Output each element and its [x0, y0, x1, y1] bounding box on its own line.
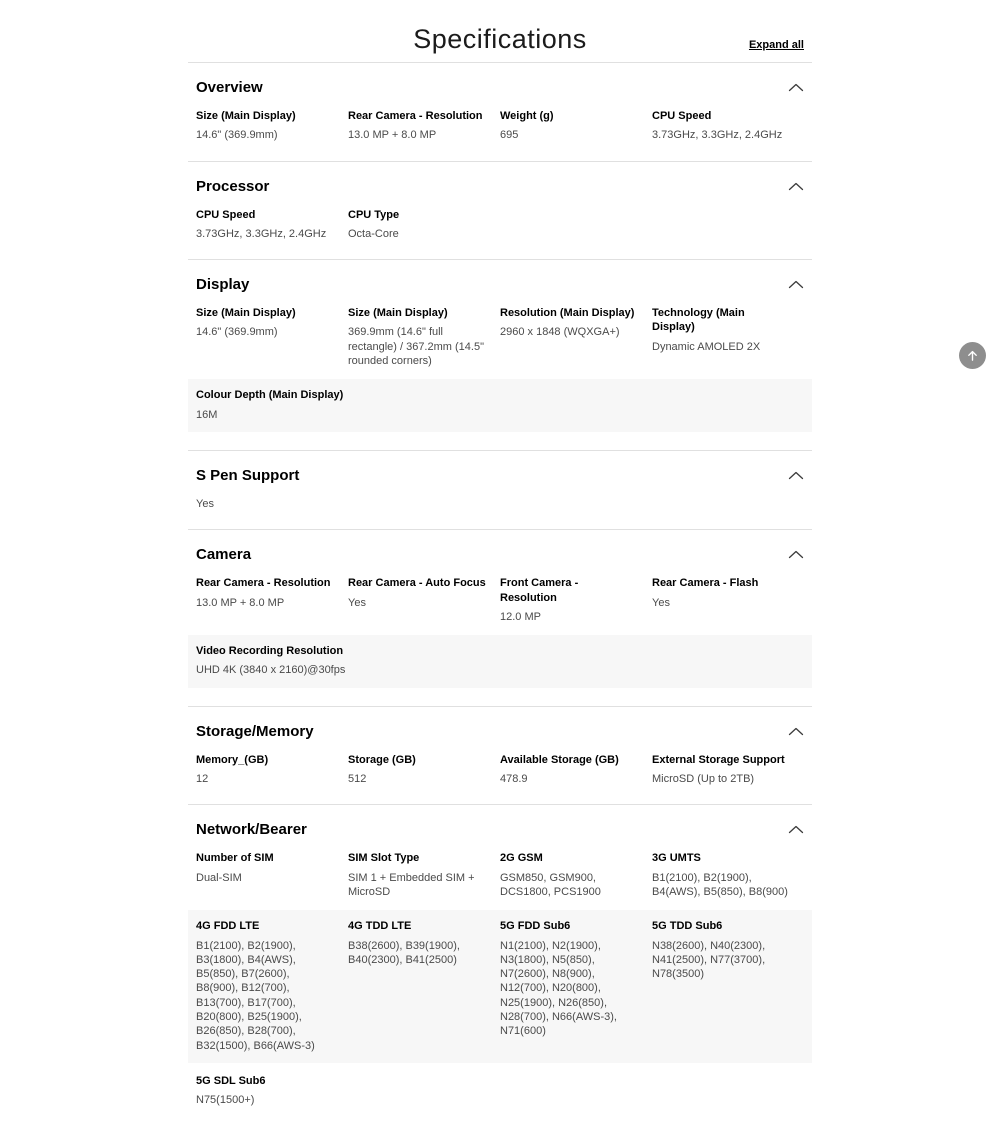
section-title: Network/Bearer — [196, 821, 307, 839]
spec-value: 369.9mm (14.6" full rectangle) / 367.2mm (14.5" rounded corners) — [348, 326, 484, 368]
spec-cell — [196, 644, 804, 678]
section-header[interactable] — [188, 178, 812, 195]
spec-label: Front Camera - Resolution — [500, 577, 579, 604]
section-rows — [188, 208, 812, 242]
chevron-up-icon[interactable] — [788, 727, 804, 736]
section-rows — [188, 851, 812, 1107]
spec-label: Size (Main Display) — [348, 307, 448, 320]
spec-label: Number of SIM — [196, 852, 274, 865]
spec-label: Memory_(GB) — [196, 753, 269, 766]
spec-cell — [348, 109, 500, 143]
spec-label: Resolution (Main Display) — [500, 307, 635, 320]
spec-row — [188, 910, 812, 1063]
arrow-up-icon — [966, 349, 979, 362]
spec-section-s-pen-support — [188, 451, 812, 530]
spec-label: CPU Speed — [196, 208, 256, 221]
spec-cell — [500, 851, 652, 899]
spec-row — [188, 576, 812, 624]
spec-cell — [652, 851, 804, 899]
spec-cell — [196, 919, 348, 1053]
spec-cell — [196, 109, 348, 143]
spec-value: 2960 x 1848 (WQXGA+) — [500, 326, 620, 339]
spec-value: Dual-SIM — [196, 871, 242, 884]
spec-label: Size (Main Display) — [196, 307, 296, 320]
spec-cell — [652, 753, 804, 787]
spec-label: Weight (g) — [500, 110, 554, 122]
chevron-up-icon[interactable] — [788, 182, 804, 191]
spec-value: 13.0 MP + 8.0 MP — [196, 596, 285, 609]
spec-cell — [196, 497, 804, 511]
spec-label: 2G GSM — [500, 852, 543, 865]
spec-label: External Storage Support — [652, 753, 785, 766]
page-title: Specifications — [413, 24, 587, 54]
spec-label: Size (Main Display) — [196, 110, 296, 122]
spec-cell — [196, 208, 348, 242]
spec-label: Storage (GB) — [348, 753, 416, 766]
spec-cell — [500, 306, 652, 368]
spec-value: 16M — [196, 408, 218, 421]
spec-cell — [652, 306, 804, 368]
spec-cell — [500, 576, 652, 624]
spec-row — [188, 1074, 812, 1108]
spec-section-network-bearer — [188, 805, 812, 1125]
spec-value: 3.73GHz, 3.3GHz, 2.4GHz — [652, 129, 783, 142]
spec-label: Rear Camera - Resolution — [196, 577, 331, 590]
spec-value: 14.6" (369.9mm) — [196, 129, 278, 142]
section-title: Display — [196, 276, 250, 294]
section-header[interactable] — [188, 546, 812, 563]
spec-value: Yes — [348, 596, 366, 609]
expand-all-link[interactable]: Expand all — [748, 39, 804, 51]
chevron-up-icon[interactable] — [788, 825, 804, 834]
spec-row — [188, 306, 812, 368]
spec-label: 5G FDD Sub6 — [500, 920, 571, 933]
spec-value: Yes — [196, 497, 214, 510]
spec-section-storage-memory — [188, 707, 812, 806]
spec-label: 3G UMTS — [652, 852, 701, 865]
spec-cell — [500, 109, 652, 143]
section-title: Camera — [196, 546, 252, 564]
spec-label: 4G FDD LTE — [196, 920, 260, 933]
spec-row — [188, 851, 812, 899]
spec-value: 478.9 — [500, 773, 528, 786]
spec-cell — [196, 1074, 804, 1108]
spec-label: Rear Camera - Auto Focus — [348, 577, 486, 590]
spec-cell — [348, 208, 500, 242]
spec-cell — [196, 306, 348, 368]
spec-label: Rear Camera - Resolution — [348, 110, 483, 122]
spec-cell — [348, 576, 500, 624]
specifications-page — [188, 0, 812, 1126]
spec-section-display — [188, 260, 812, 451]
spec-label: Available Storage (GB) — [500, 753, 619, 766]
section-header[interactable] — [188, 79, 812, 96]
spec-cell — [500, 753, 652, 787]
section-header[interactable] — [188, 723, 812, 740]
spec-value: Octa-Core — [348, 227, 399, 240]
spec-row — [188, 753, 812, 787]
scroll-to-top-button[interactable] — [959, 342, 986, 369]
spec-value: 13.0 MP + 8.0 MP — [348, 129, 437, 142]
section-header[interactable] — [188, 467, 812, 484]
spec-cell — [196, 851, 348, 899]
spec-cell — [196, 388, 804, 422]
section-title: Processor — [196, 177, 270, 195]
spec-row — [188, 497, 812, 511]
spec-section-processor — [188, 162, 812, 261]
spec-value: B38(2600), B39(1900), B40(2300), B41(2500) — [348, 939, 460, 966]
spec-value: N38(2600), N40(2300), N41(2500), N77(3700), N78(3500) — [652, 939, 766, 981]
spec-value: GSM850, GSM900, DCS1800, PCS1900 — [500, 871, 601, 898]
spec-value: 695 — [500, 129, 519, 142]
spec-label: 4G TDD LTE — [348, 920, 412, 933]
section-rows — [188, 753, 812, 787]
spec-value: 3.73GHz, 3.3GHz, 2.4GHz — [196, 227, 327, 240]
spec-value: 512 — [348, 773, 367, 786]
spec-value: MicroSD (Up to 2TB) — [652, 773, 755, 786]
spec-label: 5G SDL Sub6 — [196, 1074, 266, 1087]
spec-cell — [348, 851, 500, 899]
spec-cell — [348, 753, 500, 787]
spec-label: Rear Camera - Flash — [652, 577, 759, 590]
chevron-up-icon[interactable] — [788, 471, 804, 480]
section-header[interactable] — [188, 276, 812, 293]
spec-label: SIM Slot Type — [348, 852, 420, 865]
spec-cell — [196, 576, 348, 624]
section-rows — [188, 497, 812, 511]
spec-value: 12 — [196, 773, 209, 786]
spec-cell — [652, 109, 804, 143]
section-header[interactable] — [188, 821, 812, 838]
spec-label: 5G TDD Sub6 — [652, 920, 723, 933]
page-header — [188, 0, 812, 63]
spec-value: B1(2100), B2(1900), B4(AWS), B5(850), B8(900) — [652, 871, 788, 898]
spec-label: CPU Speed — [652, 110, 712, 122]
section-title: S Pen Support — [196, 466, 300, 484]
spec-value: 12.0 MP — [500, 610, 541, 623]
spec-value: Dynamic AMOLED 2X — [652, 340, 761, 353]
section-rows — [188, 576, 812, 687]
section-rows — [188, 109, 812, 143]
spec-row — [188, 208, 812, 242]
spec-row — [188, 635, 812, 688]
spec-value: Yes — [652, 596, 670, 609]
spec-cell — [348, 306, 500, 368]
spec-label: Video Recording Resolution — [196, 645, 344, 658]
chevron-up-icon[interactable] — [788, 280, 804, 289]
section-rows — [188, 306, 812, 432]
spec-cell — [348, 919, 500, 1053]
spec-cell — [196, 753, 348, 787]
spec-value: 14.6" (369.9mm) — [196, 326, 278, 339]
spec-section-camera — [188, 530, 812, 706]
spec-row — [188, 109, 812, 143]
spec-cell — [500, 919, 652, 1053]
chevron-up-icon[interactable] — [788, 83, 804, 92]
spec-label: Technology (Main Display) — [652, 307, 745, 334]
spec-value: N1(2100), N2(1900), N3(1800), N5(850), N7(2600), N8(900), N12(700), N20(800), N25(1900), N26(850), N28(700), N66(AWS-3), N71(600) — [500, 939, 617, 1038]
spec-value: B1(2100), B2(1900), B3(1800), B4(AWS), B5(850), B7(2600), B8(900), B12(700), B13(700), B17(700), B20(800), B25(1900), B26(850), B28(700), B32(1500), B66(AWS-3) — [196, 939, 315, 1052]
spec-label: CPU Type — [348, 208, 400, 221]
section-title: Storage/Memory — [196, 722, 314, 740]
spec-sections — [188, 63, 812, 1126]
spec-value: UHD 4K (3840 x 2160)@30fps — [196, 664, 346, 677]
spec-value: N75(1500+) — [196, 1094, 255, 1107]
chevron-up-icon[interactable] — [788, 550, 804, 559]
section-title: Overview — [196, 79, 263, 96]
spec-cell — [652, 919, 804, 1053]
spec-row — [188, 379, 812, 432]
spec-label: Colour Depth (Main Display) — [196, 389, 344, 402]
spec-value: SIM 1 + Embedded SIM + MicroSD — [348, 871, 475, 898]
spec-cell — [652, 576, 804, 624]
spec-section-overview — [188, 63, 812, 162]
